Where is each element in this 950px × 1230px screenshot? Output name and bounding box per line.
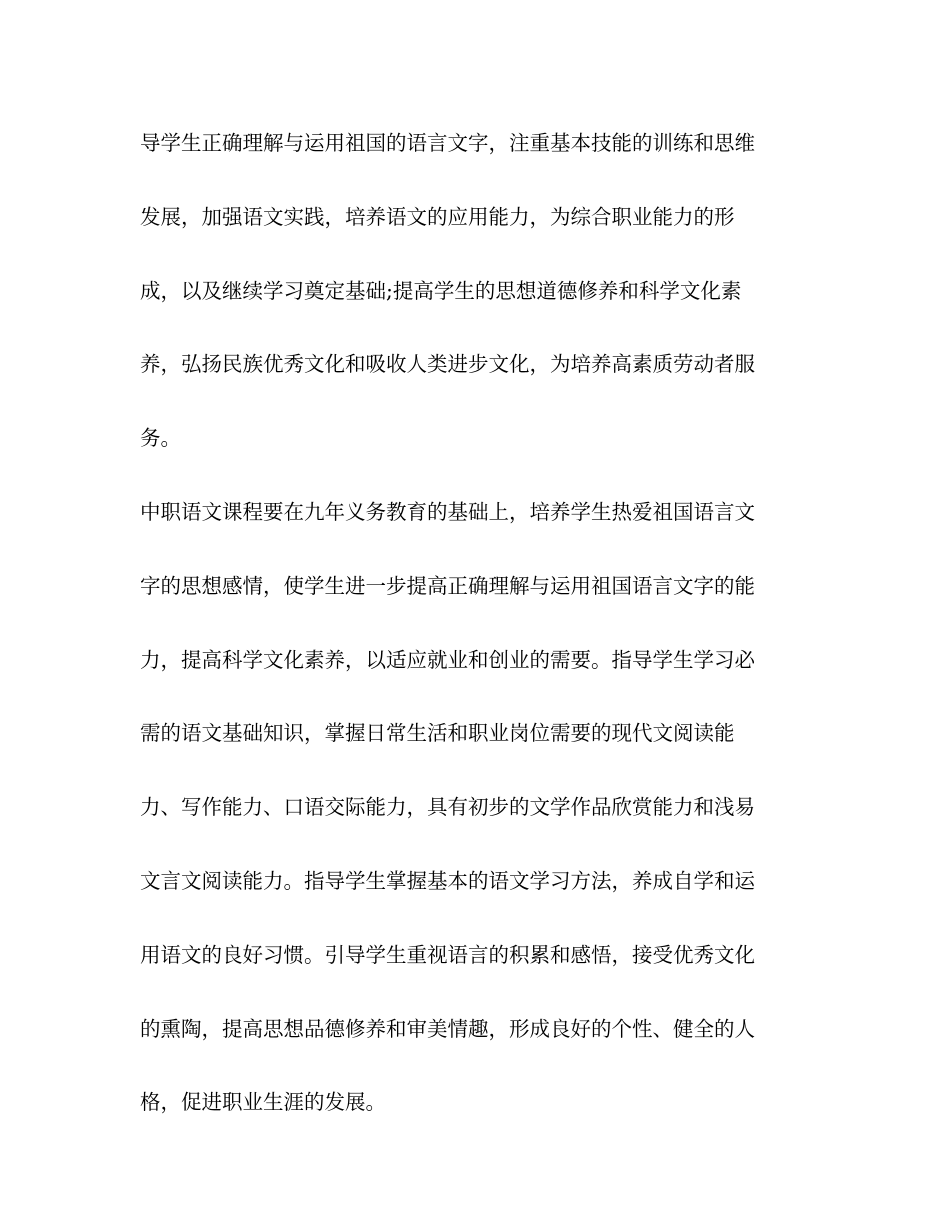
document-body <box>140 123 800 1156</box>
text-line: 的熏陶，提高思想品德修养和审美情趣，形成良好的个性、健全的人 <box>140 1016 755 1041</box>
text-line: 养，弘扬民族优秀文化和吸收人类进步文化，为培养高素质劳动者服 <box>140 352 755 377</box>
paragraph-1 <box>140 123 800 492</box>
text-line: 需的语文基础知识，掌握日常生活和职业岗位需要的现代文阅读能 <box>140 721 735 746</box>
text-line: 格，促进职业生涯的发展。 <box>140 1090 386 1115</box>
paragraph-2 <box>140 492 800 1156</box>
text-line: 力，提高科学文化素养，以适应就业和创业的需要。指导学生学习必 <box>140 647 755 672</box>
text-line: 成，以及继续学习奠定基础;提高学生的思想道德修养和科学文化素 <box>140 278 742 303</box>
text-line: 中职语文课程要在九年义务教育的基础上，培养学生热爱祖国语言文 <box>140 499 755 524</box>
text-line: 用语文的良好习惯。引导学生重视语言的积累和感悟，接受优秀文化 <box>140 942 755 967</box>
text-line: 务。 <box>140 426 181 451</box>
text-line: 力、写作能力、口语交际能力，具有初步的文学作品欣赏能力和浅易 <box>140 795 755 820</box>
text-line: 字的思想感情，使学生进一步提高正确理解与运用祖国语言文字的能 <box>140 573 755 598</box>
text-line: 文言文阅读能力。指导学生掌握基本的语文学习方法，养成自学和运 <box>140 868 755 893</box>
text-line: 导学生正确理解与运用祖国的语言文字，注重基本技能的训练和思维 <box>140 131 755 155</box>
text-line: 发展，加强语文实践，培养语文的应用能力，为综合职业能力的形 <box>140 204 735 229</box>
